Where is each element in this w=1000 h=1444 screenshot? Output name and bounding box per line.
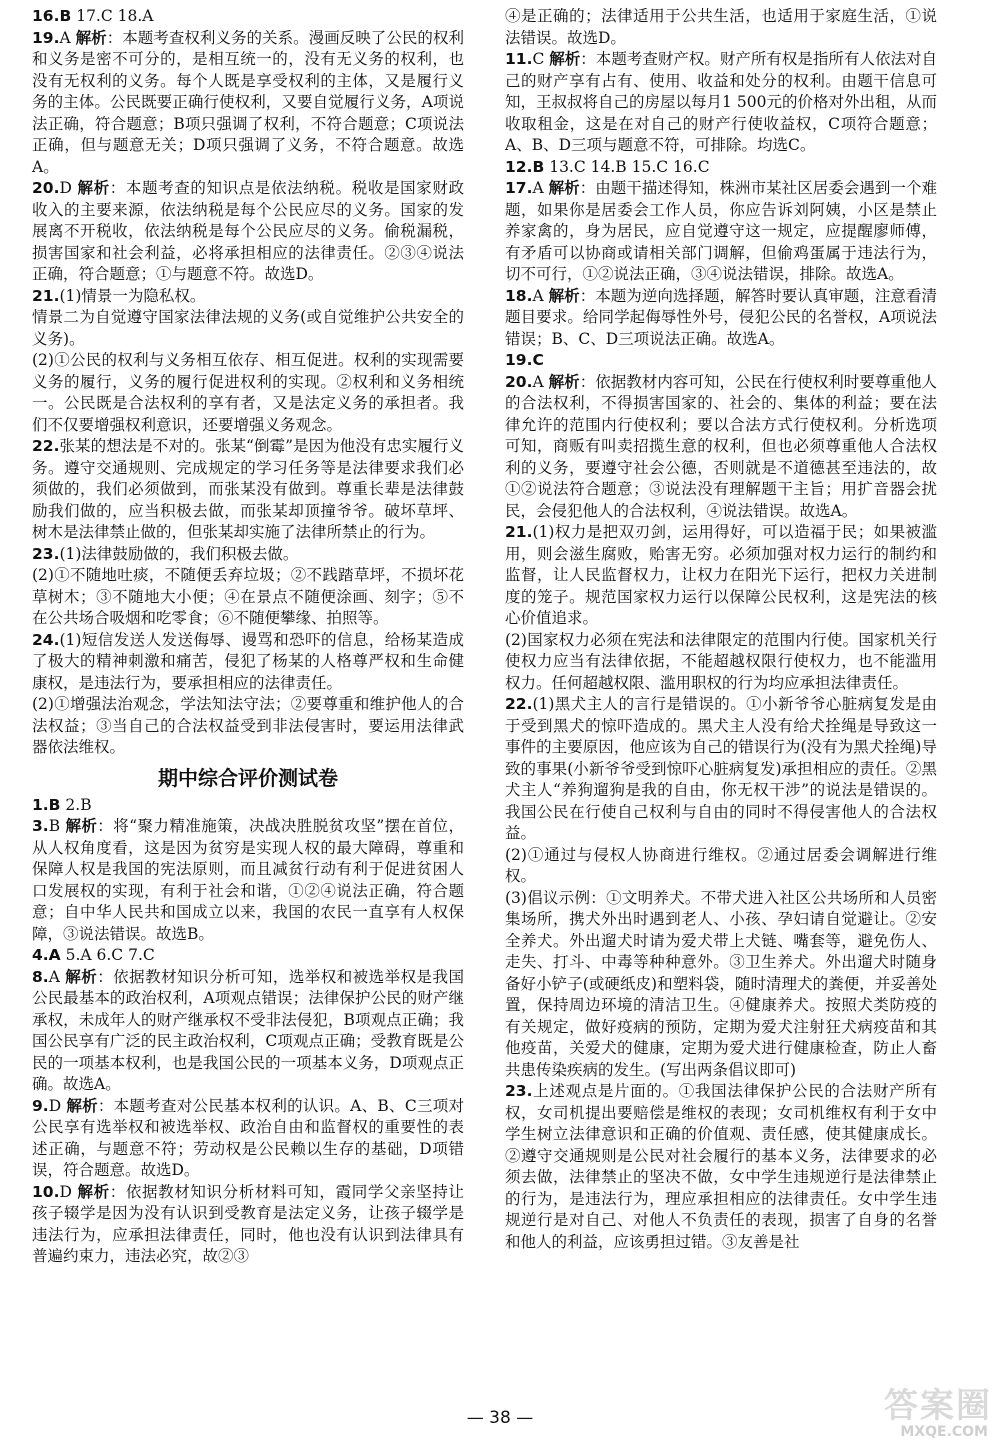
watermark-text: 答案圈: [884, 1386, 992, 1426]
answer-item: [32, 967, 464, 1096]
analysis-label: 解析: [77, 179, 110, 197]
answer-letter: D: [59, 1182, 78, 1201]
question-number: 16.B: [32, 7, 72, 25]
answer-letter: A: [59, 28, 76, 47]
answer-text: 张某的想法是不对的。张某“倒霉”是因为他没有忠实履行义务。遵守交通规则、完成规定的学习任务等是法律要求我们必须做的，我们必须做到，而张某没有做到。尊重长辈是法律鼓励我们做的，应当积极去做，而张某却顶撞爷爷。破坏草坪、树木是法律禁止做的，但张某却实施了法律所禁止的行为。: [32, 437, 464, 541]
answer-text: ：本题考查财产权。财产所有权是指所有人依法对自己的财产享有占有、使用、收益和处分的权利。由题干信息可知，王叔叔将自己的房屋以每月1 500元的价格对外出租，从而收取租金，这是在对自己的财产行使收益权，C项符合题意；A、B、D三项与题意不符，可排除。均选C。: [505, 50, 937, 154]
answer-item: [505, 286, 937, 351]
question-number: 18.: [505, 286, 533, 305]
answer-letter: A: [532, 372, 549, 391]
question-number: 17.: [505, 179, 533, 197]
answer-letter: B: [48, 817, 66, 835]
question-number: 21.: [505, 523, 533, 541]
answer-letter: D: [59, 179, 78, 197]
answer-text: 上述观点是片面的。①我国法律保护公民的合法财产所有权，女司机提出要赔偿是维权的表现；女司机维权有利于女中学生树立法律意识和正确的价值观、责任感，使其健康成长。②遵守交通规则是公民对社会履行的基本义务，法律要求的必须去做，法律禁止的坚决不做，女中学生违规逆行是法律禁止的行为，是违法行为，理应承担相应的法律责任。女中学生违规逆行是对自己、对他人不负责任的表现，损害了自身的名誉和他人的利益，应该勇担过错。③友善是社: [505, 1082, 937, 1251]
answer-item: [32, 544, 464, 630]
section-title: 期中综合评价测试卷: [158, 765, 338, 790]
answer-item: [32, 178, 464, 286]
answer-text: (1)情景一为隐私权。 情景二为自觉遵守国家法律法规的义务(或自觉维护公共安全的义务)。 (2)①公民的权利与义务相互依存、相互促进。权利的实现需要义务的履行，义务的履行促进权利的实现。②权利和义务相统一。公民既是合法权利的享有者，又是法定义务的承担者。我们不仅要增强权利意识，还要增强义务观念。: [32, 286, 464, 434]
question-number: 24.: [32, 630, 60, 649]
answer-letter: A: [532, 286, 549, 305]
answer-text: (1)黑犬主人的言行是错误的。①小新爷爷心脏病复发是由于受到黑犬的惊吓造成的。黑犬主人没有给犬拴绳是导致这一事件的主要原因，他应该为自己的错误行为(没有为黑犬拴绳)导致的事果(小新爷爷受到惊吓心脏病复发)承担相应的责任。②黑犬主人“养狗遛狗是我的自由，你无权干涉”的说法是错误的。我国公民在行使自己权利与自由的同时不得侵害他人的合法权益。 (2)①通过与侵权人协商进行维权。②通过居委会调解进行维权。 (3)倡议示例：①文明养犬。不带犬进入社区公共场所和人员密集场所，携犬外出时遇到老人、小孩、孕妇请自觉避让。②安全养犬。外出遛犬时请为爱犬带上犬链、嘴套等，避免伤人、走失、打斗、中毒等种种意外。③卫生养犬。外出遛犬时随身备好小铲子(或硬纸皮)和塑料袋，随时清理犬的粪便，并妥善处置，保持周边环境的清洁卫生。④健康养犬。按照犬类防疫的有关规定，做好疫病的预防，定期为爱犬注射狂犬病疫苗和其他疫苗，关爱犬的健康，定期为爱犬进行健康检查，防止人畜共患传染疾病的发生。(写出两条倡议即可): [505, 695, 937, 1079]
answer-item: [505, 1081, 937, 1253]
answer-letter: A: [532, 179, 549, 197]
answer-text: ：将“聚力精准施策，决战决胜脱贫攻坚”摆在首位，从人权角度看，这是因为贫穷是实现人权的最大障碍，尊重和保障人权是我国的宪法原则，而且减贫行动有利于促进贫困人口发展权的实现，有利于社会和谐，①②④说法正确，符合题意；自中华人民共和国成立以来，我国的农民一直享有人权保障，③说法错误。故选B。: [32, 817, 464, 943]
question-number: 10.: [32, 1182, 60, 1201]
answer-letter: A: [48, 967, 66, 986]
question-number: 21.: [32, 286, 60, 305]
answer-text: 2.B: [60, 795, 92, 814]
question-number: 20.: [32, 179, 60, 197]
question-number: 8.: [32, 967, 49, 986]
answer-item: [32, 630, 464, 759]
watermark-logo: [862, 1378, 992, 1440]
answer-item: [505, 372, 937, 523]
analysis-label: 解析: [75, 28, 107, 47]
answer-text: ④是正确的；法律适用于公共生活，也适用于家庭生活，①说法错误。故选D。: [505, 7, 937, 47]
question-number: 23.: [505, 1082, 533, 1100]
question-number: 12.B: [505, 157, 545, 176]
answer-item: [505, 522, 937, 694]
answer-text: ：由题干描述得知，株洲市某社区居委会遇到一个难题，如果你是居委会工作人员，你应告诉刘阿姨，小区是禁止养家禽的，身为居民，应自觉遵守这一规定，应提醒廖师傅，有矛盾可以协商或请相关部门调解，但偷鸡蛋属于违法行为，切不可行，①②说法正确，③④说法错误，排除。故选A。: [505, 179, 937, 283]
answer-text: (1)短信发送人发送侮辱、谩骂和恐吓的信息，给杨某造成了极大的精神刺激和痛苦，侵犯了杨某的人格尊严权和生命健康权，是违法行为，要承担相应的法律责任。 (2)①增强法治观念，学法知法守法；②要尊重和维护他人的合法权益；③当自己的合法权益受到非法侵害时，要运用法律武器依法维权。: [32, 630, 464, 756]
question-number: 11.: [505, 50, 533, 68]
question-number: 1.B: [32, 795, 61, 814]
answer-letter: C: [532, 50, 550, 68]
answer-text: 17.C 18.A: [71, 7, 154, 25]
answer-text: (1)权力是把双刃剑，运用得好，可以造福于民；如果被滥用，则会滋生腐败，贻害无穷。必须加强对权力运行的制约和监督，让人民监督权力，让权力在阳光下运行，把权力关进制度的笼子。规范国家权力运行以保障公民权利，这是宪法的核心价值追求。 (2)国家权力必须在宪法和法律限定的范围内行使。国家机关行使权力应当有法律依据，不能超越权限行使权力，也不能滥用权力。任何超越权限、滥用职权的行为均应承担法律责任。: [505, 523, 937, 692]
answer-item: [32, 436, 464, 544]
analysis-label: 解析: [65, 967, 98, 986]
answer-text: 5.A 6.C 7.C: [60, 946, 155, 964]
question-number: 9.: [32, 1096, 49, 1115]
answer-text: ：本题考查对公民基本权利的认识。A、B、C三项对公民享有选举权和被选举权、政治自由和监督权的重要性的表述正确，与题意不符；劳动权是公民赖以生存的基础，D项错误，符合题意。故选D。: [32, 1096, 464, 1179]
question-number: 19.C: [505, 351, 544, 369]
analysis-label: 解析: [548, 286, 580, 305]
answer-item: [505, 49, 937, 157]
answer-item: [32, 945, 464, 967]
answer-item: [32, 286, 464, 437]
answer-item: [32, 816, 464, 945]
answer-text: ：依据教材知识分析材料可知，霞同学父亲坚持让孩子辍学是因为没有认识到受教育是法定义务，让孩子辍学是违法行为，应承担法律责任，同时，他也没有认识到法律具有普遍约束力，违法必究，故②③: [32, 1182, 464, 1265]
left-column: [32, 6, 464, 1268]
answer-item: [32, 1182, 464, 1268]
question-number: 19.: [32, 28, 60, 47]
answer-item: [505, 350, 937, 372]
question-number: 22.: [505, 695, 533, 713]
answer-text: 13.C 14.B 15.C 16.C: [544, 157, 710, 176]
answer-item: [32, 28, 464, 179]
answer-item: [505, 694, 937, 1081]
question-number: 23.: [32, 544, 60, 563]
answer-text: (1)法律鼓励做的，我们积极去做。 (2)①不随地吐痰，不随便丢弃垃圾；②不践踏草坪，不损坏花草树木；③不随地大小便；④在景点不随便涂画、刻字；⑤不在公共场合吸烟和吃零食；⑥不随便攀缘、拍照等。: [32, 544, 464, 627]
page-number: — 38 —: [466, 1408, 534, 1428]
answer-item: [32, 6, 464, 28]
answer-item: [32, 795, 464, 817]
answer-item: [505, 178, 937, 286]
question-number: 3.: [32, 817, 49, 835]
analysis-label: 解析: [77, 1182, 110, 1201]
question-number: 22.: [32, 437, 60, 455]
analysis-label: 解析: [548, 372, 580, 391]
question-number: 4.A: [32, 946, 61, 964]
right-column: [505, 6, 937, 1253]
answer-item: [505, 157, 937, 179]
answer-text: ：本题考查权利义务的关系。漫画反映了公民的权利和义务是密不可分的，是相互统一的，没有无义务的权利，也没有无权利的义务。每个人既是享受权利的主体，又是履行义务的主体。公民既要正确行使权利，又要自觉履行义务，A项说法正确，符合题意；B项只强调了权利，不符合题意；C项说法正确，但与题意无关；D项只强调了义务，不符合题意。故选A。: [32, 28, 464, 176]
analysis-label: 解析: [65, 817, 98, 835]
answer-item: [505, 6, 937, 49]
answer-text: ：依据教材内容可知，公民在行使权利时要尊重他人的合法权利，不得损害国家的、社会的、集体的利益；要在法律允许的范围内行使权利；要以合法方式行使权利。分析选项可知，商贩有叫卖招揽生意的权利，但也必须尊重他人合法权利的义务，要遵守社会公德，否则就是不道德甚至违法的，故①②说法符合题意；③说法没有理解题干主旨；用扩音器会扰民，会侵犯他人的合法权利，④说法错误。故选A。: [505, 372, 937, 520]
analysis-label: 解析: [548, 179, 580, 197]
answer-text: ：本题为逆向选择题，解答时要认真审题，注意看清题目要求。给同学起侮辱性外号，侵犯公民的名誉权，A项说法错误；B、C、D三项说法正确。故选A。: [505, 286, 937, 348]
analysis-label: 解析: [66, 1096, 98, 1115]
watermark-url: MXQE.COM: [900, 1424, 988, 1440]
question-number: 20.: [505, 372, 533, 391]
answer-text: ：依据教材知识分析可知，选举权和被选举权是我国公民最基本的政治权利，A项观点错误；法律保护公民的财产继承权，未成年人的财产继承权不受非法侵犯，B项观点正确；我国公民享有广泛的民主政治权利，C项观点正确；受教育既是公民的一项基本权利，也是我国公民的一项基本义务，D项观点正确。故选A。: [32, 967, 464, 1093]
analysis-label: 解析: [549, 50, 581, 68]
answer-letter: D: [48, 1096, 67, 1115]
answer-text: ：本题考查的知识点是依法纳税。税收是国家财政收入的主要来源，依法纳税是每个公民应尽的义务。国家的发展离不开税收，依法纳税是每个公民应尽的义务。偷税漏税，损害国家和社会利益，必将承担相应的法律责任。②③④说法正确，符合题意；①与题意不符。故选D。: [32, 179, 464, 283]
answer-item: [32, 1096, 464, 1182]
